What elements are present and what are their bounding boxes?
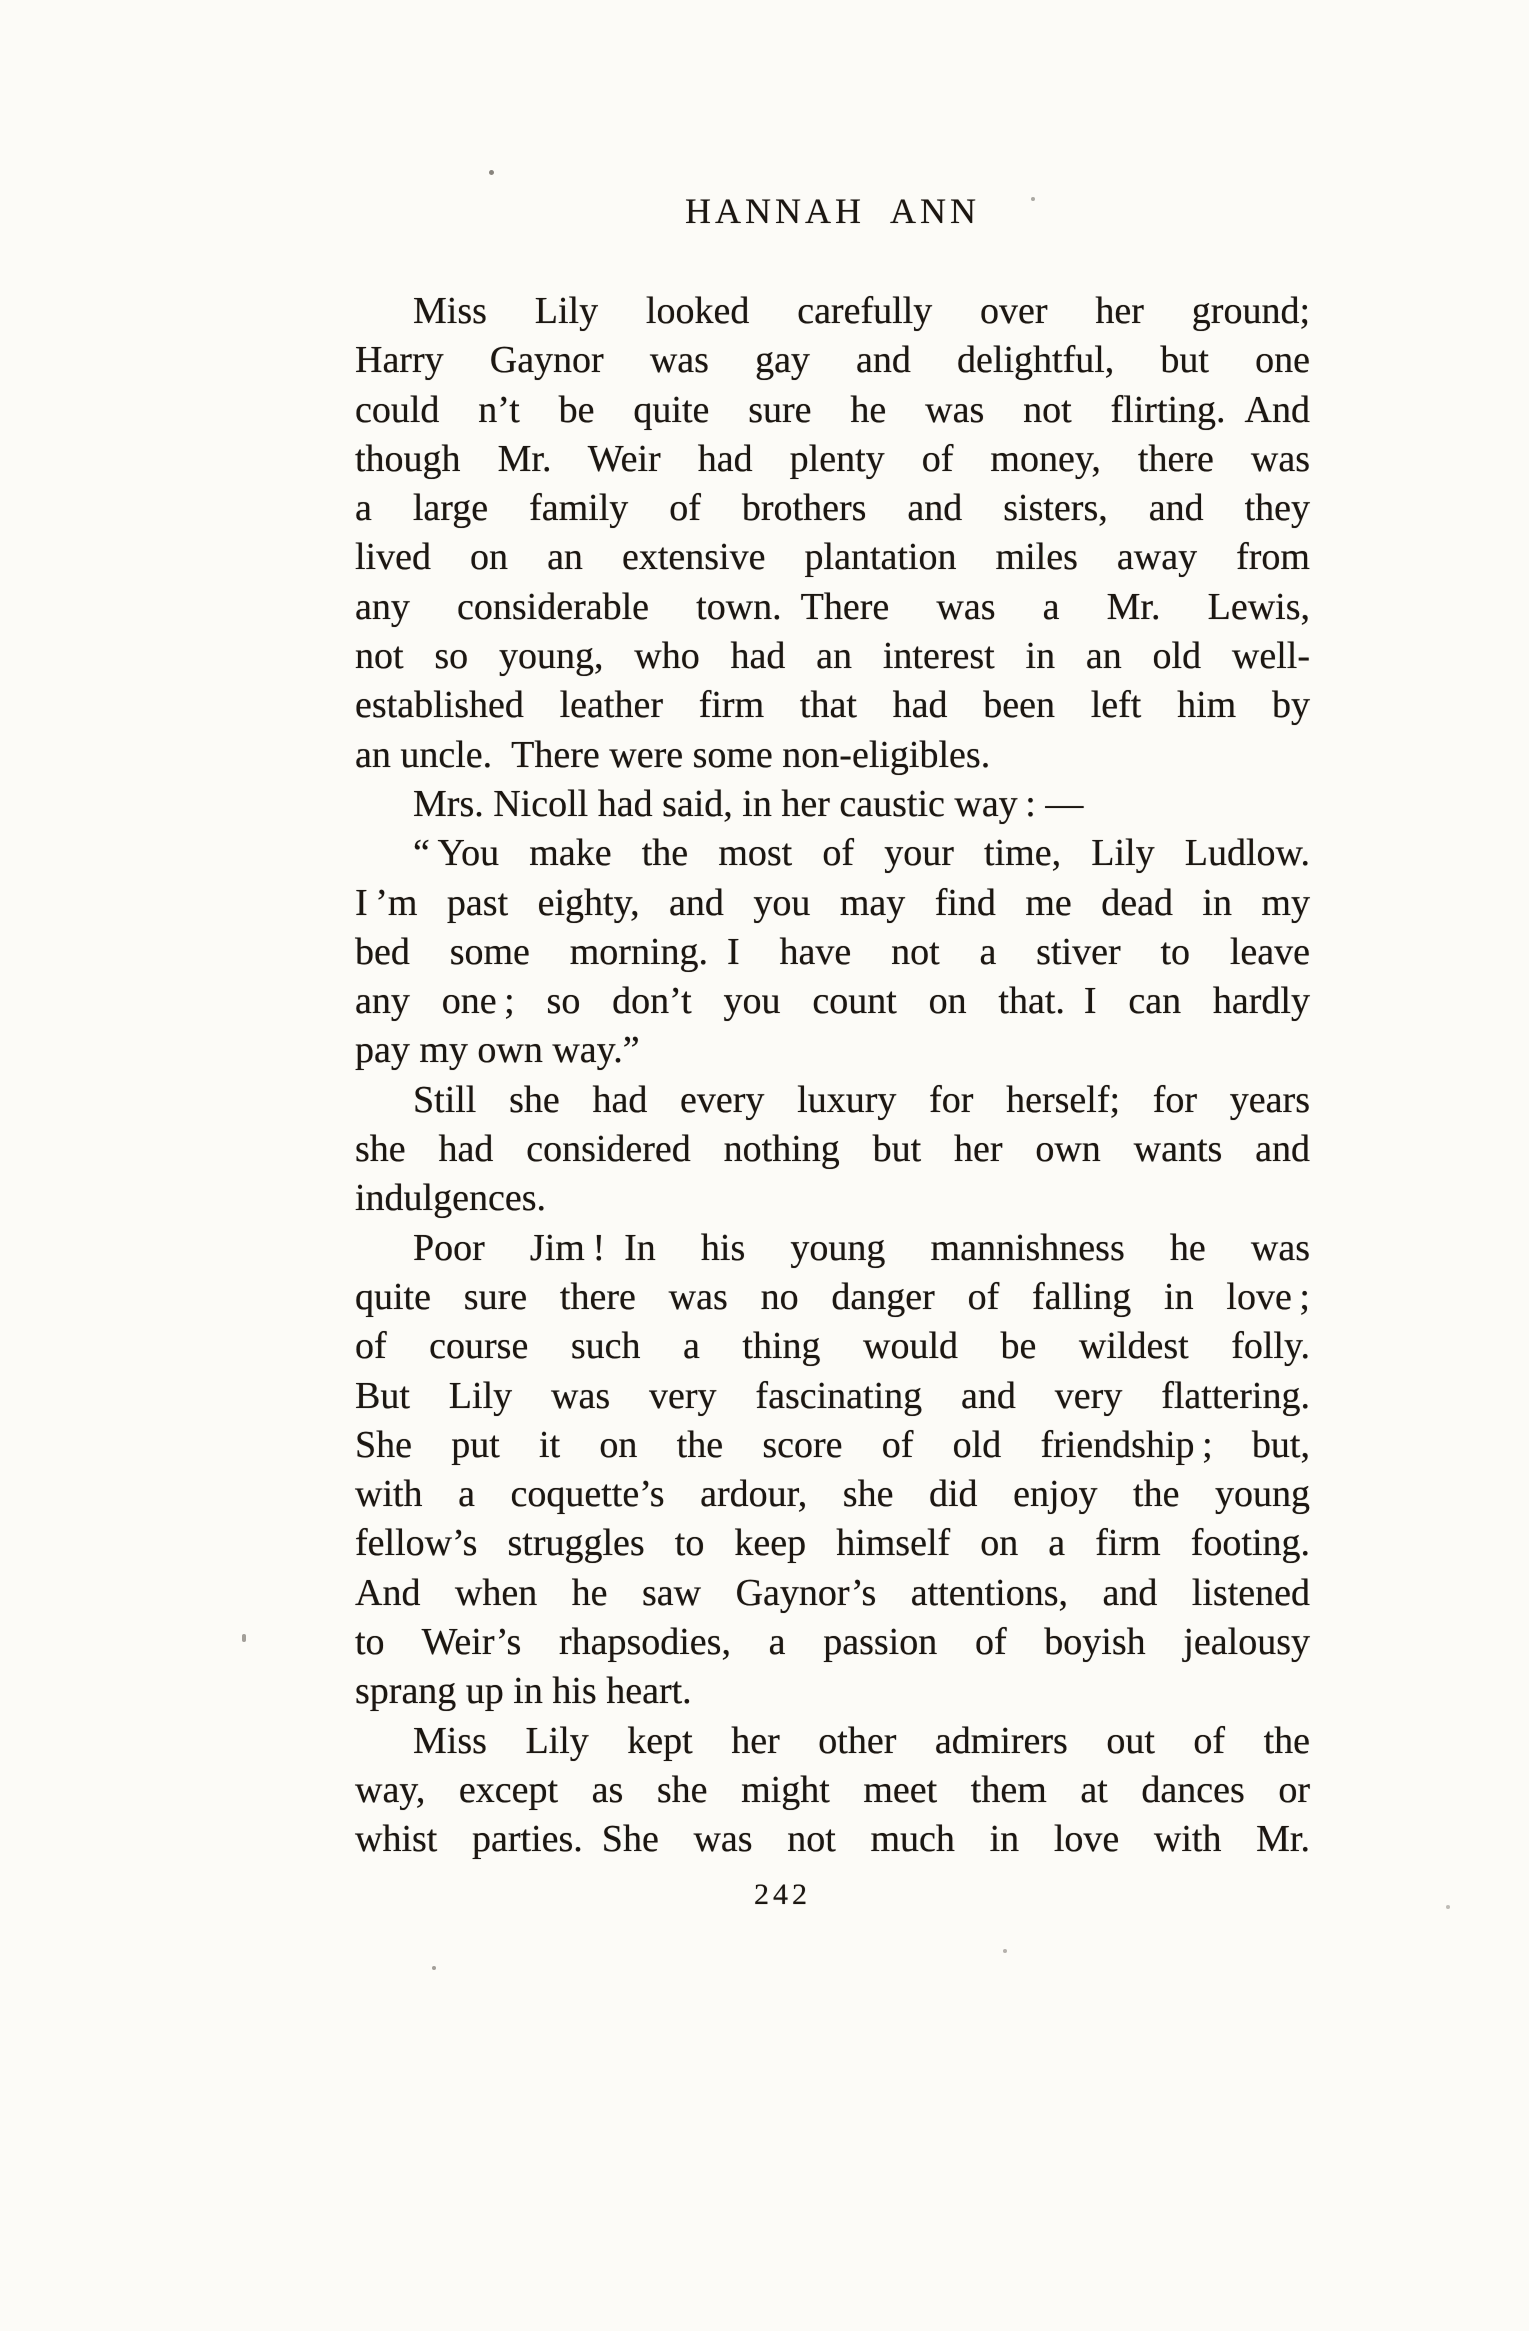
text-line: And when he saw Gaynor’s attentions, and listened (355, 1571, 1310, 1614)
text-line: quite sure there was no danger of falling in love ; (355, 1275, 1310, 1318)
text-line: not so young, who had an interest in an old well- (355, 635, 1310, 678)
running-head: HANNAH ANN (685, 191, 980, 231)
scan-speck (489, 170, 494, 175)
text-line: fellow’s struggles to keep himself on a firm footing. (355, 1522, 1310, 1565)
text-line: Still she had every luxury for herself; for years (413, 1078, 1310, 1121)
text-line: She put it on the score of old friendship ; but, (355, 1423, 1310, 1466)
text-line: I ’m past eighty, and you may find me dead in my (355, 881, 1310, 924)
text-line: Harry Gaynor was gay and delightful, but one (355, 339, 1310, 382)
text-line: sprang up in his heart. (355, 1670, 692, 1713)
scan-speck (432, 1966, 436, 1970)
text-line: with a coquette’s ardour, she did enjoy the young (355, 1473, 1310, 1516)
text-line: to Weir’s rhapsodies, a passion of boyish jealousy (355, 1621, 1310, 1664)
text-line: Miss Lily looked carefully over her ground; (413, 290, 1310, 332)
text-line: way, except as she might meet them at dances or (355, 1768, 1310, 1811)
text-line: she had considered nothing but her own wants and (355, 1128, 1310, 1171)
text-line: But Lily was very fascinating and very flattering. (355, 1374, 1310, 1417)
text-line: lived on an extensive plantation miles away from (355, 536, 1310, 579)
text-line: though Mr. Weir had plenty of money, there was (355, 437, 1310, 480)
text-line: any one ; so don’t you count on that. I can hardly (355, 980, 1310, 1023)
scan-speck (1031, 197, 1035, 201)
text-line: any considerable town. There was a Mr. Lewis, (355, 585, 1310, 628)
text-line: Mrs. Nicoll had said, in her caustic way : — (413, 782, 1084, 825)
text-line: Poor Jim ! In his young mannishness he was (413, 1226, 1310, 1269)
text-line: a large family of brothers and sisters, and they (355, 487, 1310, 530)
text-line: could n’t be quite sure he was not flirting. And (355, 388, 1310, 431)
text-line: whist parties. She was not much in love with Mr. (355, 1818, 1310, 1861)
text-line: pay my own way.” (355, 1029, 640, 1072)
body-text (355, 287, 1310, 1865)
text-line: of course such a thing would be wildest folly. (355, 1325, 1310, 1368)
text-line: indulgences. (355, 1177, 547, 1220)
text-line: established leather firm that had been left him by (355, 684, 1310, 727)
text-line: “ You make the most of your time, Lily Ludlow. (413, 832, 1310, 875)
scan-speck (242, 1634, 246, 1642)
text-line: bed some morning. I have not a stiver to leave (355, 930, 1310, 973)
scan-speck (1446, 1905, 1450, 1909)
scan-speck (1003, 1949, 1007, 1953)
page-number: 242 (754, 1878, 811, 1911)
text-line: Miss Lily kept her other admirers out of the (413, 1719, 1310, 1762)
text-line: an uncle. There were some non-eligibles. (355, 733, 991, 776)
